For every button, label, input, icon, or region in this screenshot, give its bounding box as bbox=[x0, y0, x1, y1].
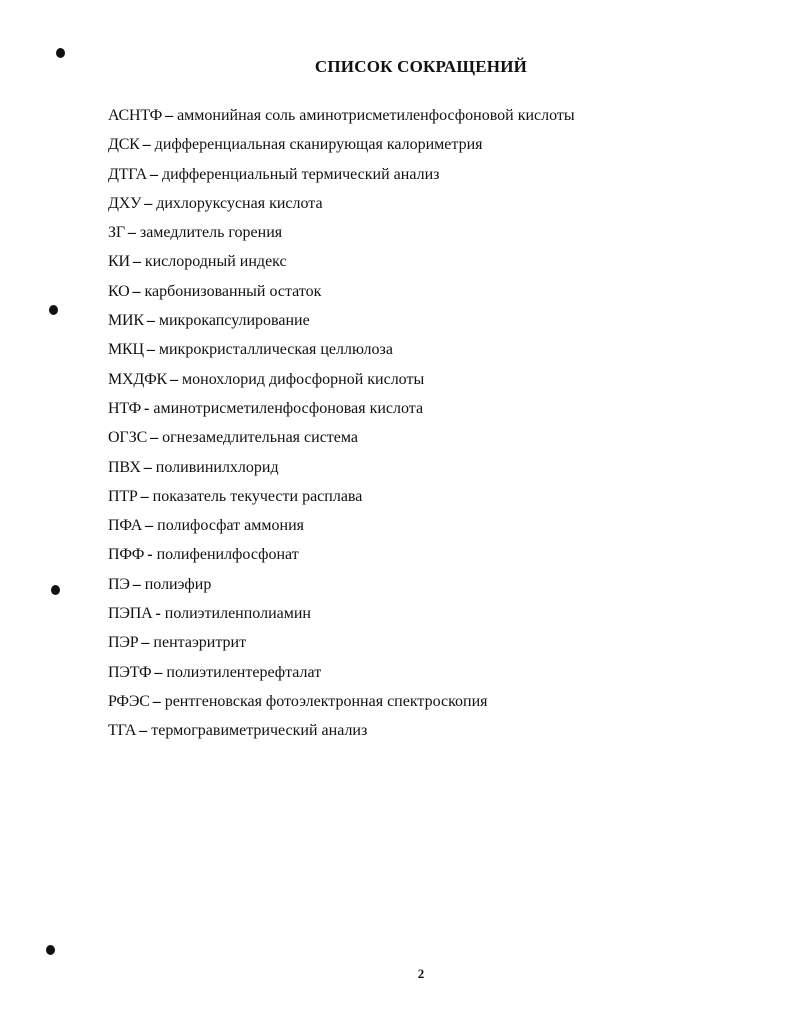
abbreviation-term: МИК bbox=[108, 312, 144, 330]
abbreviation-definition: поливинилхлорид bbox=[155, 458, 279, 476]
abbreviation-term: ПФФ bbox=[108, 546, 145, 564]
list-item bbox=[108, 516, 768, 545]
separator-dash: – bbox=[154, 663, 163, 681]
separator-dash: – bbox=[146, 312, 155, 330]
separator-dash: – bbox=[150, 429, 159, 447]
binder-hole-mark bbox=[46, 945, 55, 955]
separator-dash: – bbox=[165, 107, 174, 124]
separator-dash: – bbox=[145, 517, 154, 535]
separator-dash: – bbox=[132, 575, 141, 593]
abbreviation-definition: дихлоруксусная кислота bbox=[156, 194, 323, 212]
list-item bbox=[108, 721, 768, 750]
abbreviation-term: АСНТФ bbox=[108, 107, 163, 124]
abbreviation-definition: полифенилфосфонат bbox=[156, 546, 299, 564]
abbreviation-definition: полиэтиленполиамин bbox=[164, 605, 311, 623]
abbreviation-term: РФЭС bbox=[108, 692, 150, 710]
abbreviation-term: ПВХ bbox=[108, 458, 141, 476]
abbreviation-definition: аммонийная соль аминотрисметиленфосфоновой кислоты bbox=[177, 107, 575, 124]
separator-dash: – bbox=[144, 194, 153, 212]
abbreviation-term: ОГЗС bbox=[108, 429, 148, 447]
list-item bbox=[108, 575, 768, 604]
list-item bbox=[108, 135, 768, 164]
list-item bbox=[108, 692, 768, 721]
list-item bbox=[108, 340, 768, 369]
abbreviation-term: ДСК bbox=[108, 136, 140, 154]
abbreviation-term: ПЭР bbox=[108, 634, 139, 652]
abbreviation-term: ДХУ bbox=[108, 194, 142, 212]
abbreviation-definition: замедлитель горения bbox=[139, 224, 283, 242]
abbreviation-definition: дифференциальная сканирующая калориметрия bbox=[154, 136, 483, 154]
list-item bbox=[108, 252, 768, 281]
separator-dash: – bbox=[127, 224, 136, 242]
abbreviation-term: КО bbox=[108, 282, 130, 300]
list-item bbox=[108, 106, 768, 135]
abbreviation-definition: полифосфат аммония bbox=[157, 517, 304, 535]
abbreviation-definition: термогравиметрический анализ bbox=[151, 722, 368, 740]
abbreviation-definition: карбонизованный остаток bbox=[144, 282, 322, 300]
abbreviation-definition: пентаэритрит bbox=[153, 634, 247, 652]
separator-dash: – bbox=[141, 634, 150, 652]
separator-dash: – bbox=[146, 341, 155, 359]
separator-dash: – bbox=[152, 692, 161, 710]
abbreviation-term: КИ bbox=[108, 253, 130, 271]
abbreviation-definition: микрокристаллическая целлюлоза bbox=[158, 341, 393, 359]
abbreviation-term: МКЦ bbox=[108, 341, 144, 359]
list-item bbox=[108, 165, 768, 194]
separator-dash: - bbox=[155, 605, 161, 623]
abbreviation-term: ПЭТФ bbox=[108, 663, 152, 681]
abbreviation-definition: рентгеновская фотоэлектронная спектроскопия bbox=[164, 692, 488, 710]
list-item bbox=[108, 545, 768, 574]
abbreviation-definition: кислородный индекс bbox=[144, 253, 287, 271]
list-item bbox=[108, 311, 768, 340]
binder-hole-mark bbox=[49, 305, 58, 315]
abbreviation-definition: показатель текучести расплава bbox=[152, 487, 363, 505]
abbreviation-term: ПЭ bbox=[108, 575, 130, 593]
separator-dash: – bbox=[143, 458, 152, 476]
abbreviation-term: ПЭПА bbox=[108, 605, 153, 623]
abbreviation-term: ПТР bbox=[108, 487, 138, 505]
abbreviation-definition: дифференциальный термический анализ bbox=[161, 165, 440, 183]
abbreviation-term: ПФА bbox=[108, 517, 143, 535]
list-item bbox=[108, 487, 768, 516]
separator-dash: – bbox=[139, 722, 148, 740]
binder-hole-mark bbox=[51, 585, 60, 595]
separator-dash: – bbox=[149, 165, 158, 183]
list-item bbox=[108, 370, 768, 399]
list-item bbox=[108, 282, 768, 311]
abbreviation-definition: микрокапсулирование bbox=[158, 312, 310, 330]
list-item bbox=[108, 604, 768, 633]
abbreviation-term: ДТГА bbox=[108, 165, 147, 183]
page-title: СПИСОК СОКРАЩЕНИЙ bbox=[314, 57, 528, 76]
abbreviation-term: МХДФК bbox=[108, 370, 168, 388]
page-number: 2 bbox=[417, 966, 425, 981]
list-item bbox=[108, 399, 768, 428]
abbreviation-term: ТГА bbox=[108, 722, 137, 740]
list-item bbox=[108, 428, 768, 457]
list-item bbox=[108, 663, 768, 692]
abbreviation-term: ЗГ bbox=[108, 224, 125, 242]
separator-dash: - bbox=[147, 546, 153, 564]
abbreviation-definition: монохлорид дифосфорной кислоты bbox=[182, 370, 425, 388]
list-item bbox=[108, 633, 768, 662]
abbreviation-term: НТФ bbox=[108, 399, 142, 417]
abbreviation-definition: огнезамедлительная система bbox=[162, 429, 359, 447]
list-item bbox=[108, 194, 768, 223]
abbreviation-definition: полиэтилентерефталат bbox=[166, 663, 322, 681]
separator-dash: – bbox=[140, 487, 149, 505]
list-item bbox=[108, 223, 768, 252]
separator-dash: – bbox=[132, 282, 141, 300]
abbreviation-definition: полиэфир bbox=[144, 575, 212, 593]
separator-dash: – bbox=[142, 136, 151, 154]
list-item bbox=[108, 458, 768, 487]
separator-dash: - bbox=[144, 399, 150, 417]
abbreviation-definition: аминотрисметиленфосфоновая кислота bbox=[153, 399, 424, 417]
abbreviations-list bbox=[108, 106, 768, 751]
separator-dash: – bbox=[170, 370, 179, 388]
separator-dash: – bbox=[132, 253, 141, 271]
